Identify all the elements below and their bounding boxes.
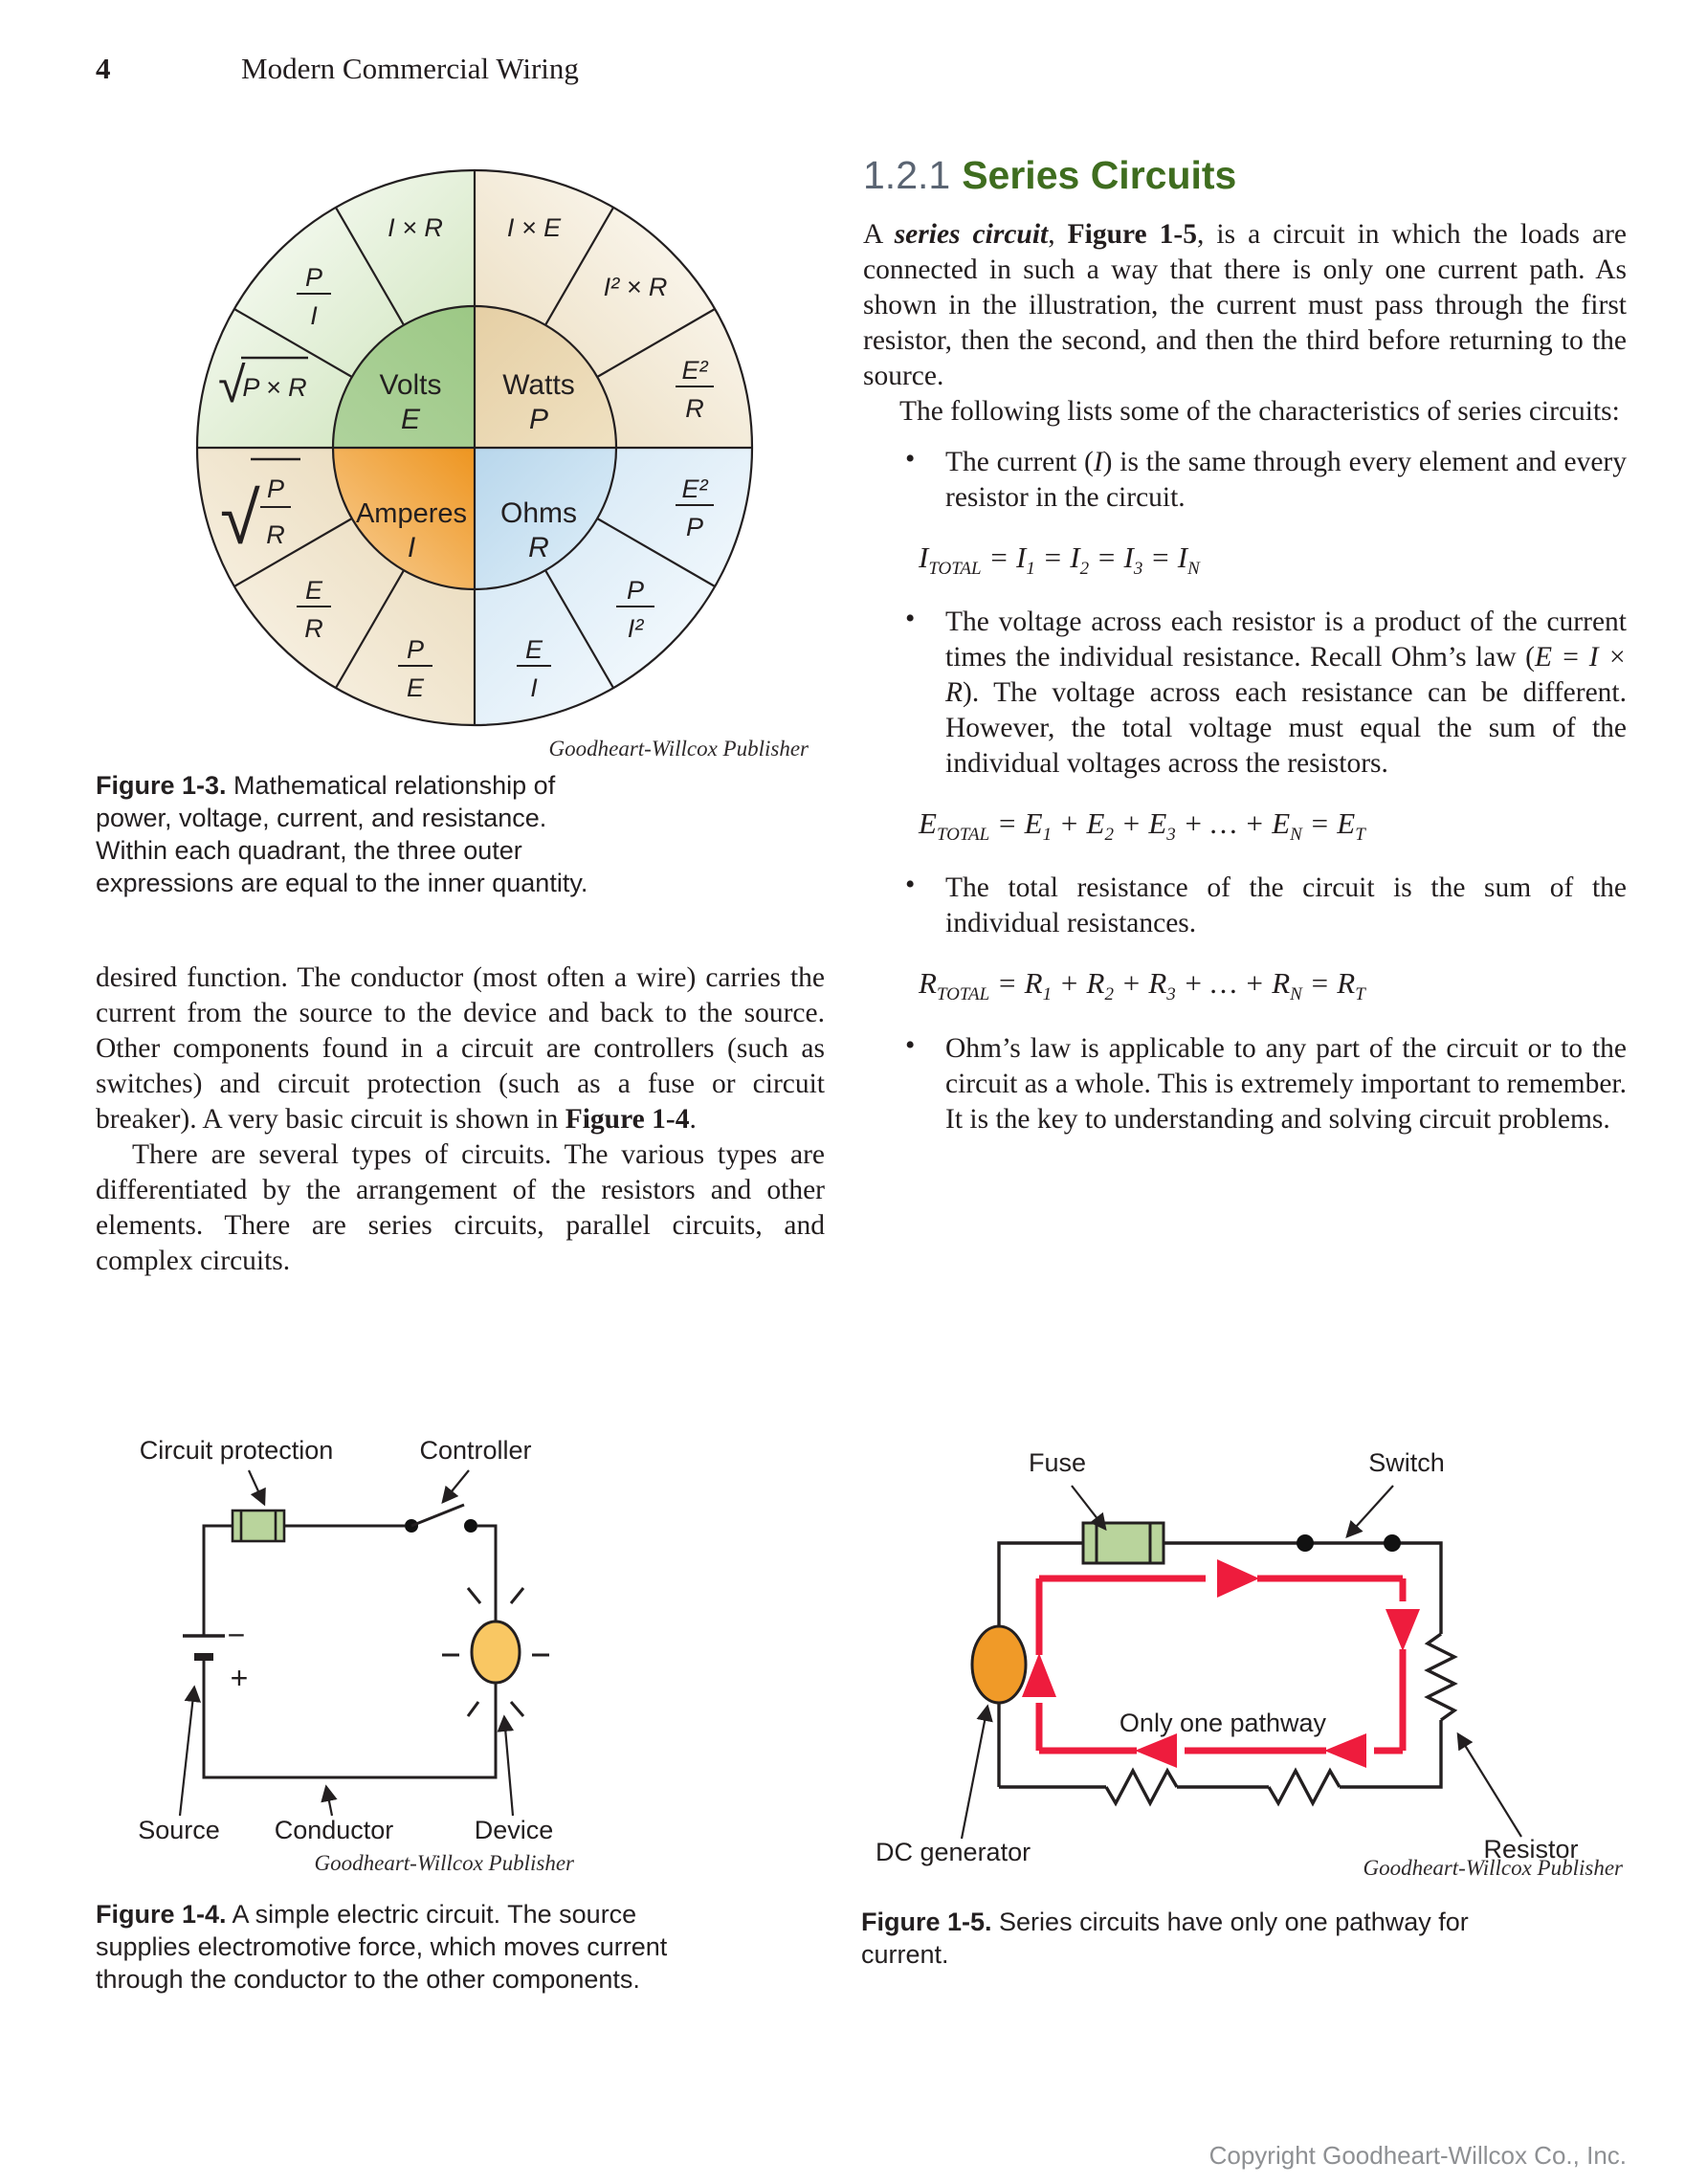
fuse-icon [233,1511,284,1541]
svg-text:E²: E² [681,356,708,385]
svg-text:+: + [230,1661,249,1695]
watts-label: Watts [502,369,575,401]
term-series-circuit: series circuit [894,219,1049,250]
formula-voltage-total: $E_{TOTAL} = E_1 + E_2 + E_3$ + … + $E_N = E_T$ [919,806,1365,846]
figure-1-5-caption-text: Series circuits have only one pathway for current. [861,1908,1469,1969]
svg-text:I²: I² [627,614,644,643]
bullet-marker: • [905,444,916,474]
switch-label: Switch [1368,1448,1445,1477]
svg-text:E: E [304,576,323,605]
svg-text:P: P [266,474,285,503]
formula-current-total: $I_{TOTAL} = I_1 = I_2 = I_3 = I_N$ [919,540,1200,580]
fuse-label: Fuse [1028,1448,1087,1477]
figure-1-5-credit: Goodheart-Willcox Publisher [1363,1856,1623,1880]
bullet-marker: • [905,870,916,901]
device-label: Device [474,1816,554,1844]
figure-1-4 [96,1416,689,1996]
figure-1-3-credit: Goodheart-Willcox Publisher [548,737,809,761]
section-heading [863,153,1627,198]
figure-1-5 [861,1414,1627,1971]
svg-text:P: P [304,263,323,292]
resistor-icon-bottom-right [1269,1771,1340,1803]
fuse-icon [1083,1523,1164,1563]
figure-1-4-caption [96,1898,670,1996]
left-paragraph-1: desired function. The conductor (most often a wire) carries the current from the source to the device and back to the source. Other components found in a circuit are controllers (such as switches) and circuit protection (such as a fuse or circuit breaker). A very basic circuit is shown in Figure 1-4. [96,962,825,1135]
list-item-ohms-law: • Ohm’s law is applicable to any part of the circuit or to the circuit as a whole. This is extremely important to remember. It is the key to understanding and solving circuit problems. [905,1029,1627,1135]
bullet-marker: • [905,1029,916,1061]
series-circuit-diagram [861,1414,1627,1892]
watts-symbol: P [528,404,549,435]
svg-text:R: R [685,394,704,423]
ohms-law-wheel-diagram [191,165,758,731]
svg-text:P: P [626,576,645,605]
formula-ixr: I × R [388,213,443,242]
source-label: Source [138,1816,220,1844]
svg-text:P: P [685,513,704,541]
svg-text:E: E [524,635,543,664]
volts-symbol: E [400,404,421,435]
dc-generator-label: DC generator [876,1838,1031,1866]
simple-circuit-diagram [96,1416,593,1885]
section-title: Series Circuits [962,153,1237,197]
figure-1-3-caption-text: Mathematical relationship of power, voltage, current, and resistance. Within each quadrant, the three outer expressions are equal to the inner quantity. [96,771,588,897]
figure-1-4-caption-text: A simple electric circuit. The source supplies electromotive force, which moves current through the conductor to the other components. [96,1900,668,1994]
svg-text:R: R [266,520,285,549]
ohms-symbol: R [528,532,549,563]
copyright-footer: Copyright Goodheart-Willcox Co., Inc. [1208,2141,1627,2170]
svg-text:P × R: P × R [242,373,307,402]
figure-1-5-reference: Figure 1-5 [1067,219,1197,250]
figure-1-4-credit: Goodheart-Willcox Publisher [314,1851,574,1875]
figure-1-5-caption [861,1906,1541,1971]
svg-text:−: − [227,1618,246,1652]
only-one-pathway-label: Only one pathway [1119,1709,1327,1737]
section-paragraph-1: A series circuit, Figure 1-5, is a circuit in which the loads are connected in such a way that there is only one current path. As shown in the illustration, the current must pass through the first resistor, then the second, and then the third before returning to the source. [863,219,1627,391]
svg-text:√: √ [220,478,260,560]
resistor-icon-right [1428,1634,1454,1720]
controller-label: Controller [419,1436,532,1465]
svg-text:E: E [406,673,425,702]
resistor-label: Resistor [1483,1835,1579,1864]
left-paragraph-2: There are several types of circuits. The various types are differentiated by the arrangement of the resistors and other elements. There are series circuits, parallel circuits, and complex circuits. [96,1139,825,1276]
list-item-current: • The current (I) is the same through every element and every resistor in the circuit. [905,444,1627,513]
section-paragraph-2: The following lists some of the characteristics of series circuits: [899,396,1620,427]
ohms-label: Ohms [499,497,578,529]
figure-1-4-caption-label: Figure 1-4. [96,1900,227,1929]
list-item-resistance: • The total resistance of the circuit is the sum of the individual resistances. [905,870,1627,939]
bullet-marker: • [905,604,916,635]
right-column [863,153,1627,1153]
amperes-symbol: I [407,532,416,563]
figure-1-4-reference: Figure 1-4 [565,1104,690,1135]
amperes-label: Amperes [355,498,468,529]
left-column [96,0,825,1279]
formula-i2xr: I² × R [603,273,668,301]
switch-icon [405,1505,477,1533]
list-item-voltage: • The voltage across each resistor is a product of the current times the individual resistance. Recall Ohm’s law (E = I × R). The voltage across each resistance can be different. However, the total voltage must equal the sum of the individual voltages across the resistors. [905,604,1627,780]
figure-1-3-ohms-law-wheel [191,165,825,731]
svg-text:I: I [310,301,318,330]
figure-1-5-caption-label: Figure 1-5. [861,1908,992,1936]
formula-ixe: I × E [506,213,562,242]
dc-generator-icon [972,1626,1026,1703]
volts-label: Volts [379,369,442,401]
svg-text:P: P [406,635,425,664]
svg-text:E²: E² [681,474,708,503]
svg-text:√: √ [218,358,246,413]
page-number: 4 [96,52,111,85]
svg-text:I: I [530,673,538,702]
circuit-protection-label: Circuit protection [139,1436,334,1465]
resistor-icon-bottom-left [1106,1771,1177,1803]
figure-1-3-caption [96,769,617,899]
battery-icon [183,1618,248,1695]
conductor-label: Conductor [274,1816,394,1844]
section-number: 1.2.1 [863,153,951,197]
svg-text:R: R [304,614,323,643]
formula-resistance-total: $R_{TOTAL} = R_1 + R_2 + R_3$ + … + $R_N = R_T$ [919,966,1365,1005]
running-title: Modern Commercial Wiring [241,52,579,85]
figure-1-3-caption-label: Figure 1-3. [96,771,227,800]
conductor-wires [204,1526,496,1777]
